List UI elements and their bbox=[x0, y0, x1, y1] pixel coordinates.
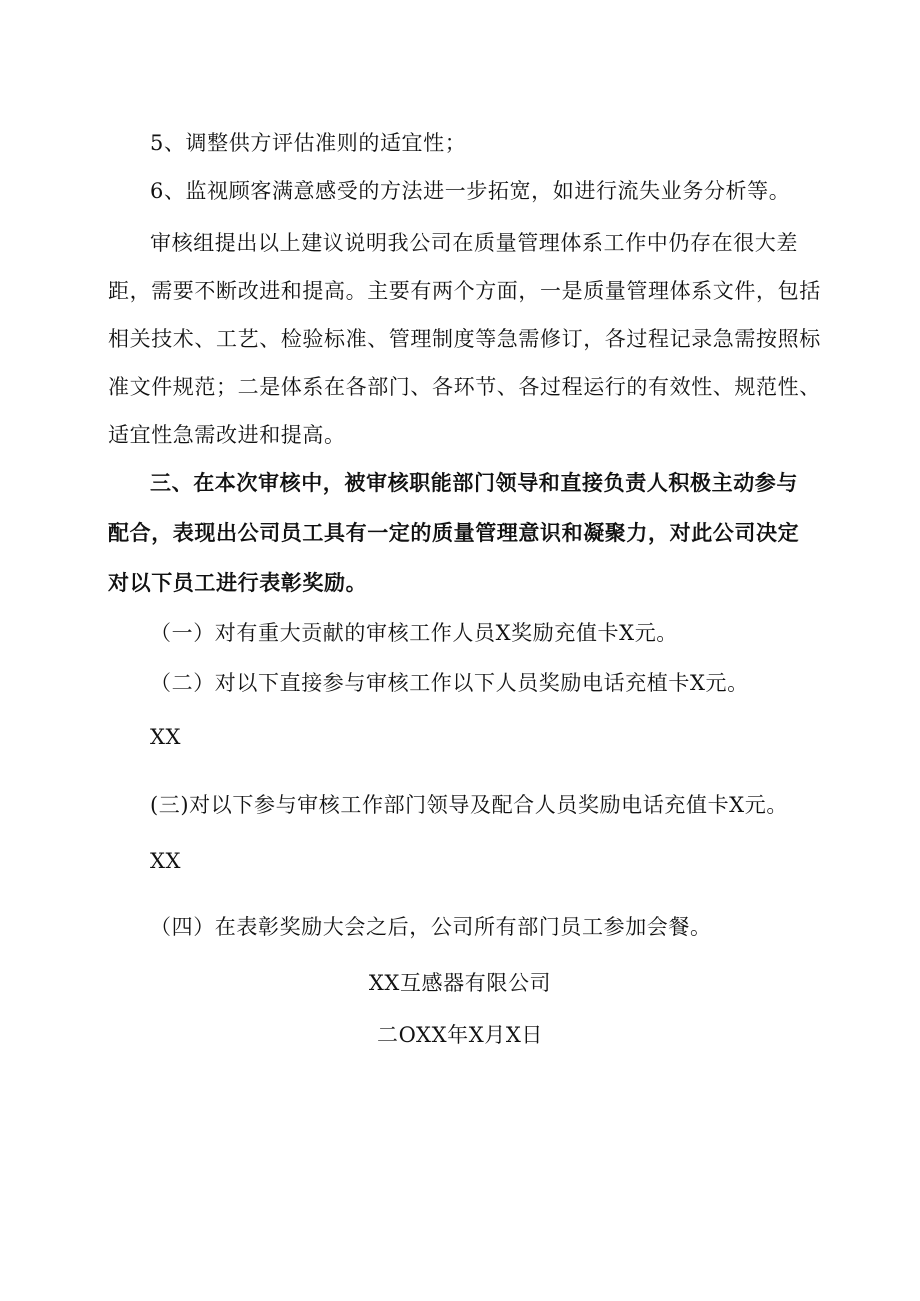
reward-item-1: （一）对有重大贡献的审核工作人员X奖励充值卡X元。 bbox=[150, 621, 678, 645]
reward-item-4: （四）在表彰奖励大会之后，公司所有部门员工参加会餐。 bbox=[150, 915, 712, 939]
reward-item-2: （二）对以下直接参与审核工作以下人员奖励电话充植卡X元。 bbox=[150, 671, 749, 695]
section-three-line-1: 三、在本次审核中，被审核职能部门领导和直接负责人积极主动参与 bbox=[150, 470, 798, 495]
section-three-line-3: 对以下员工进行表彰奖励。 bbox=[108, 570, 368, 595]
paragraph-suggestions-line-5: 适宜性急需改进和提高。 bbox=[108, 423, 346, 447]
name-list-2: XX bbox=[150, 849, 182, 873]
name-list-1: XX bbox=[150, 725, 182, 749]
item-6: 6、监视顾客满意感受的方法进一步拓宽，如进行流失业务分析等。 bbox=[150, 179, 791, 203]
paragraph-suggestions-line-2: 距，需要不断改进和提高。主要有两个方面，一是质量管理体系文件，包括 bbox=[108, 279, 821, 303]
signature-company: XX互感器有限公司 bbox=[368, 971, 552, 995]
item-5: 5、调整供方评估准则的适宜性； bbox=[150, 131, 467, 155]
paragraph-suggestions-line-3: 相关技术、工艺、检验标准、管理制度等急需修订，各过程记录急需按照标 bbox=[108, 327, 821, 351]
reward-item-3: (三)对以下参与审核工作部门领导及配合人员奖励电话充值卡X元。 bbox=[150, 793, 788, 817]
signature-date: 二OXX年X月X日 bbox=[376, 1023, 544, 1047]
section-three-line-2: 配合，表现出公司员工具有一定的质量管理意识和凝聚力，对此公司决定 bbox=[108, 520, 800, 545]
paragraph-suggestions-line-1: 审核组提出以上建议说明我公司在质量管理体系工作中仍存在很大差 bbox=[150, 231, 798, 255]
paragraph-suggestions-line-4: 准文件规范；二是体系在各部门、各环节、各过程运行的有效性、规范性、 bbox=[108, 375, 821, 399]
